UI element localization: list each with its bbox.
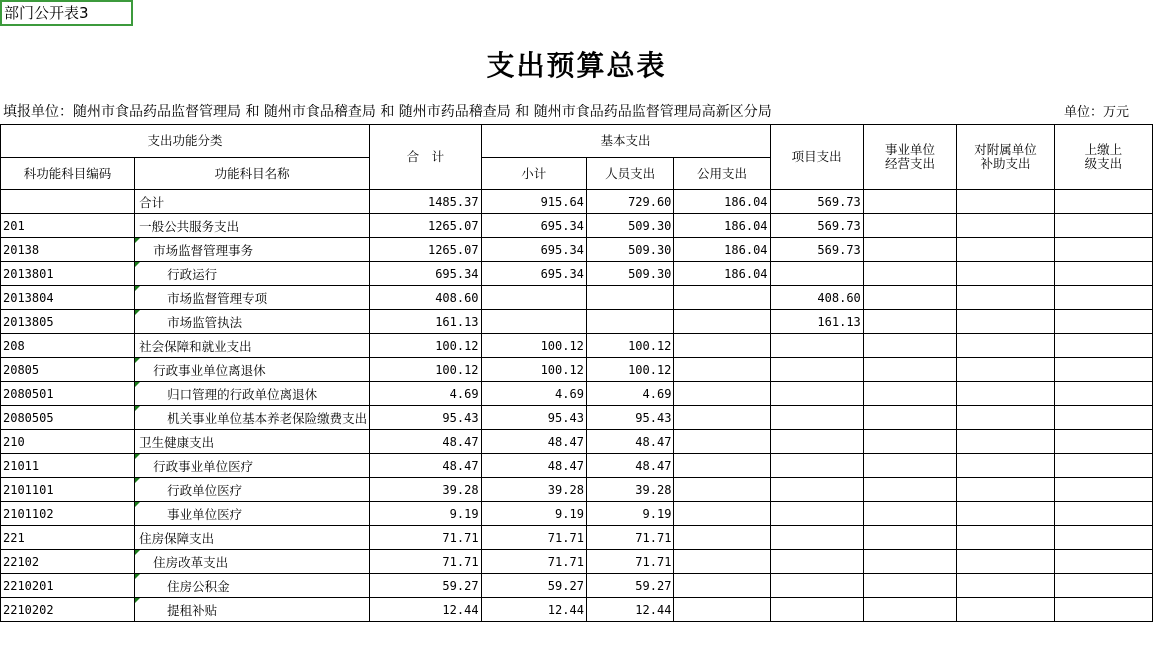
row-name[interactable] [135, 406, 370, 430]
row-name-text: 行政运行 [167, 266, 218, 282]
row-name-text: 行政事业单位医疗 [153, 458, 254, 474]
header-upper: 上缴上 级支出 [1054, 125, 1152, 190]
row-name-text: 合计 [139, 194, 165, 210]
table-row [1, 598, 1153, 622]
cell-note-marker [135, 478, 140, 483]
table-row [1, 550, 1153, 574]
header-subtotal: 小计 [481, 158, 586, 190]
cell-project[interactable]: 569.73 [770, 238, 863, 262]
row-code[interactable]: 2013805 [1, 310, 135, 334]
cell-project[interactable] [770, 502, 863, 526]
row-name[interactable] [135, 550, 370, 574]
cell-public[interactable] [674, 430, 770, 454]
cell-business[interactable] [863, 598, 957, 622]
cell-public[interactable] [674, 502, 770, 526]
row-name[interactable] [135, 334, 370, 358]
row-name[interactable] [135, 214, 370, 238]
row-code[interactable]: 2013804 [1, 286, 135, 310]
row-name[interactable] [135, 502, 370, 526]
row-name-text: 行政单位医疗 [167, 482, 243, 498]
row-code[interactable]: 21011 [1, 454, 135, 478]
cell-total[interactable]: 9.19 [370, 502, 481, 526]
cell-business[interactable] [863, 382, 957, 406]
cell-subtotal[interactable]: 71.71 [481, 526, 586, 550]
table-row [1, 358, 1153, 382]
cell-total[interactable]: 161.13 [370, 310, 481, 334]
cell-upper[interactable] [1054, 574, 1152, 598]
cell-project[interactable] [770, 478, 863, 502]
reporting-unit: 填报单位：随州市食品药品监督管理局 和 随州市食品稽查局 和 随州市药品稽查局 和 随州市食品药品监督管理局高新区分局 [3, 104, 772, 120]
cell-subtotal[interactable]: 9.19 [481, 502, 586, 526]
cell-personnel[interactable]: 71.71 [586, 526, 674, 550]
row-code[interactable]: 22102 [1, 550, 135, 574]
cell-subtotal[interactable]: 695.34 [481, 238, 586, 262]
cell-personnel[interactable]: 48.47 [586, 430, 674, 454]
table-row [1, 502, 1153, 526]
cell-personnel[interactable]: 100.12 [586, 334, 674, 358]
cell-upper[interactable] [1054, 334, 1152, 358]
cell-subsidy[interactable] [957, 430, 1054, 454]
row-name[interactable] [135, 526, 370, 550]
row-name[interactable] [135, 574, 370, 598]
cell-note-marker [135, 454, 140, 459]
cell-upper[interactable] [1054, 406, 1152, 430]
cell-public[interactable] [674, 406, 770, 430]
cell-public[interactable]: 186.04 [674, 214, 770, 238]
cell-subsidy[interactable] [957, 502, 1054, 526]
cell-subsidy[interactable] [957, 526, 1054, 550]
cell-business[interactable] [863, 502, 957, 526]
header-public: 公用支出 [674, 158, 770, 190]
cell-project[interactable] [770, 598, 863, 622]
table-row [1, 406, 1153, 430]
row-code[interactable]: 221 [1, 526, 135, 550]
row-name-text: 住房公积金 [167, 578, 230, 594]
table-row [1, 214, 1153, 238]
cell-total[interactable]: 12.44 [370, 598, 481, 622]
cell-personnel[interactable]: 509.30 [586, 214, 674, 238]
cell-subtotal[interactable]: 695.34 [481, 262, 586, 286]
cell-note-marker [135, 358, 140, 363]
row-code[interactable]: 2080501 [1, 382, 135, 406]
cell-personnel[interactable]: 100.12 [586, 358, 674, 382]
header-basic: 基本支出 [481, 125, 770, 158]
page-title: 支出预算总表 [486, 49, 667, 82]
cell-note-marker [135, 382, 140, 387]
cell-public[interactable] [674, 334, 770, 358]
cell-subsidy[interactable] [957, 310, 1054, 334]
cell-personnel[interactable]: 9.19 [586, 502, 674, 526]
cell-business[interactable] [863, 406, 957, 430]
row-code[interactable] [1, 190, 135, 214]
cell-subtotal[interactable]: 100.12 [481, 358, 586, 382]
cell-public[interactable] [674, 286, 770, 310]
cell-personnel[interactable]: 4.69 [586, 382, 674, 406]
cell-business[interactable] [863, 190, 957, 214]
cell-personnel[interactable] [586, 286, 674, 310]
cell-note-marker [135, 574, 140, 579]
cell-total[interactable]: 408.60 [370, 286, 481, 310]
table-row [1, 262, 1153, 286]
cell-personnel[interactable] [586, 310, 674, 334]
cell-project[interactable] [770, 406, 863, 430]
cell-subtotal[interactable]: 48.47 [481, 454, 586, 478]
cell-subtotal[interactable]: 695.34 [481, 214, 586, 238]
currency-unit: 单位：万元 [1063, 105, 1129, 120]
header-name: 功能科目名称 [135, 158, 370, 190]
row-code[interactable]: 2080505 [1, 406, 135, 430]
cell-public[interactable] [674, 478, 770, 502]
row-name-text: 归口管理的行政单位离退休 [167, 386, 318, 402]
cell-personnel[interactable]: 48.47 [586, 454, 674, 478]
cell-business[interactable] [863, 238, 957, 262]
cell-total[interactable]: 59.27 [370, 574, 481, 598]
row-code[interactable]: 2210202 [1, 598, 135, 622]
cell-project[interactable] [770, 334, 863, 358]
row-name-text: 市场监督管理事务 [153, 242, 254, 258]
cell-personnel[interactable]: 729.60 [586, 190, 674, 214]
table-row [1, 454, 1153, 478]
table-row [1, 238, 1153, 262]
cell-business[interactable] [863, 358, 957, 382]
row-name-text: 社会保障和就业支出 [139, 338, 252, 354]
row-name[interactable] [135, 430, 370, 454]
table-row [1, 310, 1153, 334]
row-name-text: 提租补贴 [167, 602, 218, 618]
row-code[interactable]: 2101102 [1, 502, 135, 526]
cell-note-marker [135, 262, 140, 267]
cell-subtotal[interactable] [481, 310, 586, 334]
cell-personnel[interactable]: 71.71 [586, 550, 674, 574]
row-code[interactable]: 201 [1, 214, 135, 238]
cell-personnel[interactable]: 509.30 [586, 238, 674, 262]
cell-note-marker [135, 502, 140, 507]
cell-upper[interactable] [1054, 382, 1152, 406]
cell-note-marker [135, 406, 140, 411]
row-name[interactable] [135, 382, 370, 406]
cell-public[interactable]: 186.04 [674, 262, 770, 286]
cell-total[interactable]: 4.69 [370, 382, 481, 406]
cell-total[interactable]: 71.71 [370, 550, 481, 574]
table-row [1, 430, 1153, 454]
cell-public[interactable] [674, 526, 770, 550]
cell-subsidy[interactable] [957, 574, 1054, 598]
cell-public[interactable] [674, 454, 770, 478]
row-name[interactable] [135, 262, 370, 286]
header-project: 项目支出 [770, 125, 863, 190]
cell-subtotal[interactable] [481, 286, 586, 310]
row-name-text: 行政事业单位离退休 [153, 362, 266, 378]
cell-public[interactable]: 186.04 [674, 190, 770, 214]
cell-note-marker [135, 550, 140, 555]
cell-total[interactable]: 39.28 [370, 478, 481, 502]
cell-subtotal[interactable]: 95.43 [481, 406, 586, 430]
cell-subsidy[interactable] [957, 478, 1054, 502]
cell-project[interactable] [770, 454, 863, 478]
cell-project[interactable] [770, 550, 863, 574]
cell-subtotal[interactable]: 12.44 [481, 598, 586, 622]
cell-upper[interactable] [1054, 286, 1152, 310]
row-name-text: 市场监督管理专项 [167, 290, 268, 306]
row-name-text: 市场监管执法 [167, 314, 243, 330]
row-name-text: 事业单位医疗 [167, 506, 243, 522]
cell-subtotal[interactable]: 4.69 [481, 382, 586, 406]
cell-subtotal[interactable]: 59.27 [481, 574, 586, 598]
cell-personnel[interactable]: 509.30 [586, 262, 674, 286]
cell-total[interactable]: 1485.37 [370, 190, 481, 214]
cell-public[interactable] [674, 598, 770, 622]
header-func-class: 支出功能分类 [1, 125, 370, 158]
cell-subsidy[interactable] [957, 406, 1054, 430]
cell-business[interactable] [863, 478, 957, 502]
cell-subsidy[interactable] [957, 214, 1054, 238]
cell-project[interactable]: 408.60 [770, 286, 863, 310]
row-name[interactable] [135, 454, 370, 478]
cell-public[interactable] [674, 574, 770, 598]
header-code: 科功能科目编码 [1, 158, 135, 190]
cell-public[interactable] [674, 310, 770, 334]
table-row [1, 574, 1153, 598]
cell-subsidy[interactable] [957, 238, 1054, 262]
cell-business[interactable] [863, 550, 957, 574]
row-code[interactable]: 2101101 [1, 478, 135, 502]
cell-total[interactable]: 1265.07 [370, 214, 481, 238]
row-code[interactable]: 208 [1, 334, 135, 358]
cell-subsidy[interactable] [957, 382, 1054, 406]
cell-project[interactable]: 569.73 [770, 214, 863, 238]
cell-subtotal[interactable]: 915.64 [481, 190, 586, 214]
cell-business[interactable] [863, 334, 957, 358]
row-name-text: 机关事业单位基本养老保险缴费支出 [167, 410, 368, 426]
cell-business[interactable] [863, 286, 957, 310]
sheet-tab[interactable]: 部门公开表3 [0, 0, 133, 26]
cell-upper[interactable] [1054, 310, 1152, 334]
cell-note-marker [135, 238, 140, 243]
cell-business[interactable] [863, 454, 957, 478]
cell-upper[interactable] [1054, 526, 1152, 550]
row-name-text: 住房改革支出 [153, 554, 229, 570]
row-name[interactable] [135, 190, 370, 214]
cell-public[interactable] [674, 550, 770, 574]
cell-total[interactable]: 48.47 [370, 430, 481, 454]
table-row [1, 526, 1153, 550]
row-name[interactable] [135, 478, 370, 502]
cell-note-marker [135, 286, 140, 291]
cell-subsidy[interactable] [957, 286, 1054, 310]
cell-upper[interactable] [1054, 214, 1152, 238]
cell-public[interactable] [674, 358, 770, 382]
header-personnel: 人员支出 [586, 158, 674, 190]
cell-project[interactable] [770, 382, 863, 406]
cell-subtotal[interactable]: 71.71 [481, 550, 586, 574]
cell-subtotal[interactable]: 100.12 [481, 334, 586, 358]
row-name[interactable] [135, 598, 370, 622]
cell-upper[interactable] [1054, 502, 1152, 526]
cell-subsidy[interactable] [957, 262, 1054, 286]
cell-project[interactable] [770, 430, 863, 454]
header-subsidy: 对附属单位 补助支出 [957, 125, 1054, 190]
row-code[interactable]: 210 [1, 430, 135, 454]
row-name-text: 住房保障支出 [139, 530, 215, 546]
cell-upper[interactable] [1054, 430, 1152, 454]
cell-public[interactable]: 186.04 [674, 238, 770, 262]
cell-project[interactable] [770, 262, 863, 286]
cell-subsidy[interactable] [957, 454, 1054, 478]
table-row [1, 286, 1153, 310]
cell-upper[interactable] [1054, 454, 1152, 478]
cell-subsidy[interactable] [957, 598, 1054, 622]
cell-business[interactable] [863, 430, 957, 454]
cell-upper[interactable] [1054, 598, 1152, 622]
cell-subtotal[interactable]: 39.28 [481, 478, 586, 502]
cell-business[interactable] [863, 574, 957, 598]
cell-upper[interactable] [1054, 358, 1152, 382]
row-name[interactable] [135, 286, 370, 310]
cell-upper[interactable] [1054, 550, 1152, 574]
cell-total[interactable]: 100.12 [370, 358, 481, 382]
row-name[interactable] [135, 358, 370, 382]
cell-total[interactable]: 695.34 [370, 262, 481, 286]
cell-business[interactable] [863, 310, 957, 334]
cell-project[interactable]: 161.13 [770, 310, 863, 334]
budget-table [0, 124, 1153, 622]
cell-business[interactable] [863, 214, 957, 238]
cell-note-marker [135, 598, 140, 603]
row-code[interactable]: 2210201 [1, 574, 135, 598]
cell-total[interactable]: 71.71 [370, 526, 481, 550]
cell-upper[interactable] [1054, 478, 1152, 502]
cell-upper[interactable] [1054, 238, 1152, 262]
cell-project[interactable] [770, 358, 863, 382]
cell-project[interactable]: 569.73 [770, 190, 863, 214]
cell-total[interactable]: 1265.07 [370, 238, 481, 262]
cell-project[interactable] [770, 526, 863, 550]
cell-note-marker [135, 310, 140, 315]
cell-public[interactable] [674, 382, 770, 406]
cell-subtotal[interactable]: 48.47 [481, 430, 586, 454]
row-name-text: 卫生健康支出 [139, 434, 215, 450]
row-name-text: 一般公共服务支出 [139, 218, 240, 234]
cell-project[interactable] [770, 574, 863, 598]
cell-upper[interactable] [1054, 262, 1152, 286]
table-row [1, 382, 1153, 406]
row-name[interactable] [135, 310, 370, 334]
cell-business[interactable] [863, 262, 957, 286]
row-code[interactable]: 20138 [1, 238, 135, 262]
row-code[interactable]: 20805 [1, 358, 135, 382]
cell-subsidy[interactable] [957, 190, 1054, 214]
table-row [1, 190, 1153, 214]
row-code[interactable]: 2013801 [1, 262, 135, 286]
cell-personnel[interactable]: 12.44 [586, 598, 674, 622]
cell-total[interactable]: 100.12 [370, 334, 481, 358]
cell-personnel[interactable]: 39.28 [586, 478, 674, 502]
cell-upper[interactable] [1054, 190, 1152, 214]
row-name[interactable] [135, 238, 370, 262]
cell-total[interactable]: 48.47 [370, 454, 481, 478]
cell-subsidy[interactable] [957, 358, 1054, 382]
header-total: 合 计 [370, 125, 481, 190]
table-row [1, 334, 1153, 358]
cell-business[interactable] [863, 526, 957, 550]
cell-total[interactable]: 95.43 [370, 406, 481, 430]
cell-personnel[interactable]: 59.27 [586, 574, 674, 598]
table-row [1, 478, 1153, 502]
cell-subsidy[interactable] [957, 550, 1054, 574]
cell-personnel[interactable]: 95.43 [586, 406, 674, 430]
header-business: 事业单位 经营支出 [863, 125, 957, 190]
cell-subsidy[interactable] [957, 334, 1054, 358]
